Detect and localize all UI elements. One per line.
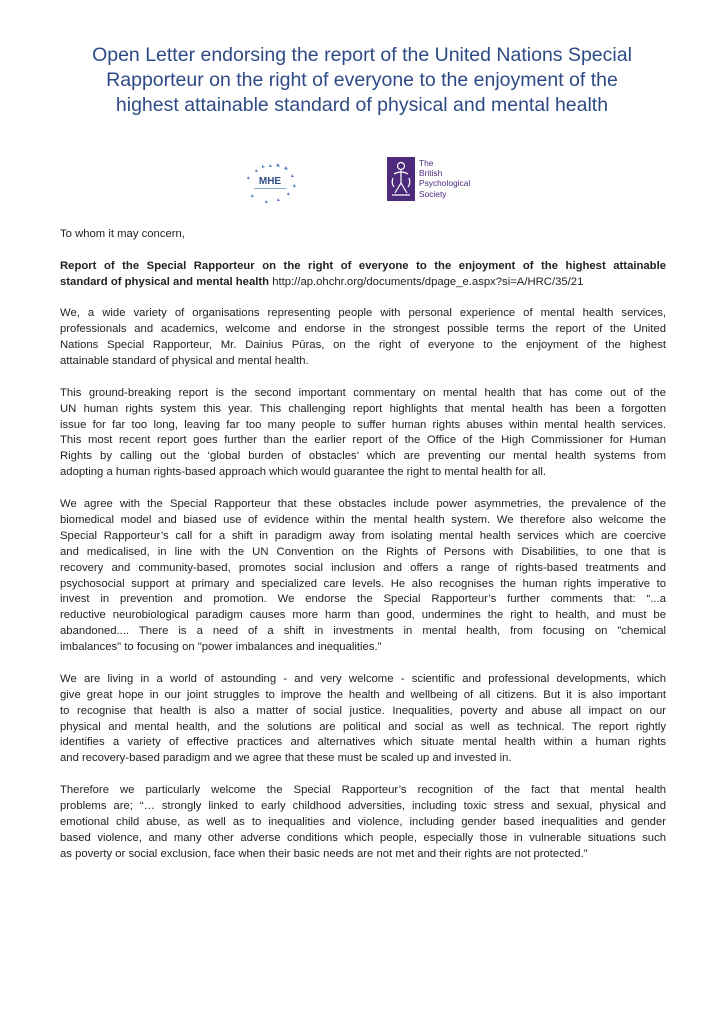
report-title-cont: standard of physical and mental health bbox=[60, 275, 270, 288]
paragraph-line: UN human rights system this year. This challenging report highlights that mental health has been a forgotten bbox=[60, 402, 666, 415]
mhe-logo-icon bbox=[238, 160, 302, 204]
paragraph-line: recovery and community-based, promotes social inclusion and offers a range of rights-based treatments and bbox=[60, 561, 666, 574]
paragraph-line: based violence, and many other adverse conditions which people, especially those in vulnerable situations such bbox=[60, 831, 666, 844]
bps-logo-text bbox=[419, 158, 470, 199]
report-url[interactable]: http://ap.ohchr.org/documents/dpage_e.aspx?si=A/HRC/35/21 bbox=[272, 275, 584, 288]
paragraph-line: to recognise that health is also a matter of social justice. Inequalities, poverty and abuse all impact on our bbox=[60, 704, 666, 717]
letter-body bbox=[60, 227, 666, 878]
paragraph-line: This ground-breaking report is the second important commentary on mental health that has come out of the bbox=[60, 386, 666, 399]
report-title: Report of the Special Rapporteur on the right of everyone to the enjoyment of the highest attainable bbox=[60, 259, 666, 272]
paragraph-line: biomedical model and biased use of evidence within the mental health system. We therefore also welcome the bbox=[60, 513, 666, 526]
paragraph-line: We agree with the Special Rapporteur that these obstacles include power asymmetries, the prevalence of the bbox=[60, 497, 666, 510]
reference-line bbox=[60, 259, 666, 275]
bps-logo-line: The bbox=[419, 158, 434, 168]
paragraph-line: and medicalised, in line with the UN Convention on the Rights of Persons with Disabilities, to one that is bbox=[60, 545, 666, 558]
paragraph bbox=[60, 783, 666, 863]
paragraph-line: as poverty or social exclusion, face when their basic needs are not met and their rights are not protected.” bbox=[60, 847, 588, 860]
paragraph-line: Rights by calling out the ‘global burden of obstacles’ which are preventing our mental health systems from bbox=[60, 450, 666, 463]
paragraph-line: Special Rapporteur’s call for a shift in paradigm away from isolating mental health services which are coercive bbox=[60, 529, 666, 542]
paragraph-line: emotional child abuse, as well as to inequalities and violence, including gender based inequalities and gender bbox=[60, 815, 666, 828]
paragraph-line: professionals and academics, welcome and endorse in the strongest possible terms the report of the United bbox=[60, 323, 666, 336]
paragraph-line: reductive neurobiological paradigm causes more harm than good, undermines the right to health, and must be bbox=[60, 609, 666, 622]
title-line: Rapporteur on the right of everyone to the enjoyment of the bbox=[106, 69, 618, 91]
paragraph-line: Therefore we particularly welcome the Special Rapporteur’s recognition of the fact that mental health bbox=[60, 784, 666, 797]
bps-emblem-icon bbox=[387, 157, 415, 201]
paragraph-line: Nations Special Rapporteur, Mr. Dainius Pūras, on the right of everyone to the enjoyment of the highest bbox=[60, 339, 666, 352]
paragraph-line: This most recent report goes further than the earlier report of the Office of the High Commissioner for Human bbox=[60, 434, 666, 447]
paragraph-line: and recovery-based paradigm and we agree that these must be scaled up and invested in. bbox=[60, 752, 512, 765]
bps-logo-icon bbox=[387, 157, 487, 205]
paragraph-line: physical and mental health, and the solutions are political and social as well as technical. The report rightly bbox=[60, 720, 666, 733]
paragraph-line: adopting a human rights-based approach which would guarantee the right to mental health for all. bbox=[60, 466, 547, 479]
document-title bbox=[40, 43, 684, 118]
paragraph-line: imbalances" to focusing on "power imbalances and inequalities.” bbox=[60, 641, 382, 654]
mhe-logo-graphic bbox=[238, 160, 302, 204]
paragraph bbox=[60, 386, 666, 481]
paragraph-line: We, a wide variety of organisations representing people with personal experience of mental health services, bbox=[60, 307, 666, 320]
paragraph-line: psychosocial support at primary and specialized care levels. He also recognises the human rights imperative to bbox=[60, 577, 666, 590]
bps-logo-line: Psychological bbox=[419, 178, 471, 189]
paragraph-line: problems are; “… strongly linked to early childhood adversities, including toxic stress and sexual, physical and bbox=[60, 799, 666, 812]
paragraph-line: abandoned.... There is a need of a shift in investments in mental health, from focusing on "chemical bbox=[60, 625, 666, 638]
mhe-logo-text: MHE bbox=[258, 176, 282, 187]
reference-line bbox=[60, 275, 666, 291]
paragraph-line: invest in prevention and promotion. We endorse the Special Rapporteur’s further comments that: “...a bbox=[60, 593, 666, 606]
salutation: To whom it may concern, bbox=[60, 228, 185, 240]
paragraph-line: attainable standard of physical and mental health. bbox=[60, 355, 309, 368]
paragraph-line: identifies a variety of effective practices and alternatives which situate mental health within a human rights bbox=[60, 736, 666, 749]
paragraph-line: give great hope in our joint struggles to improve the health and wellbeing of all citizens. But it is also important bbox=[60, 688, 666, 701]
bps-logo-line: Society bbox=[419, 188, 447, 199]
paragraph bbox=[60, 306, 666, 370]
bps-logo-line: British bbox=[419, 168, 443, 179]
paragraph bbox=[60, 672, 666, 767]
paragraph-line: issue for far too long, leaving far too many people to suffer human rights abuses within mental health services. bbox=[60, 418, 666, 431]
report-reference bbox=[60, 259, 666, 291]
paragraph-line: We are living in a world of astounding - and very welcome - scientific and professional developments, which bbox=[60, 672, 666, 685]
title-line: highest attainable standard of physical and mental health bbox=[115, 94, 609, 116]
paragraph bbox=[60, 497, 666, 656]
title-line: Open Letter endorsing the report of the United Nations Special bbox=[92, 44, 632, 66]
